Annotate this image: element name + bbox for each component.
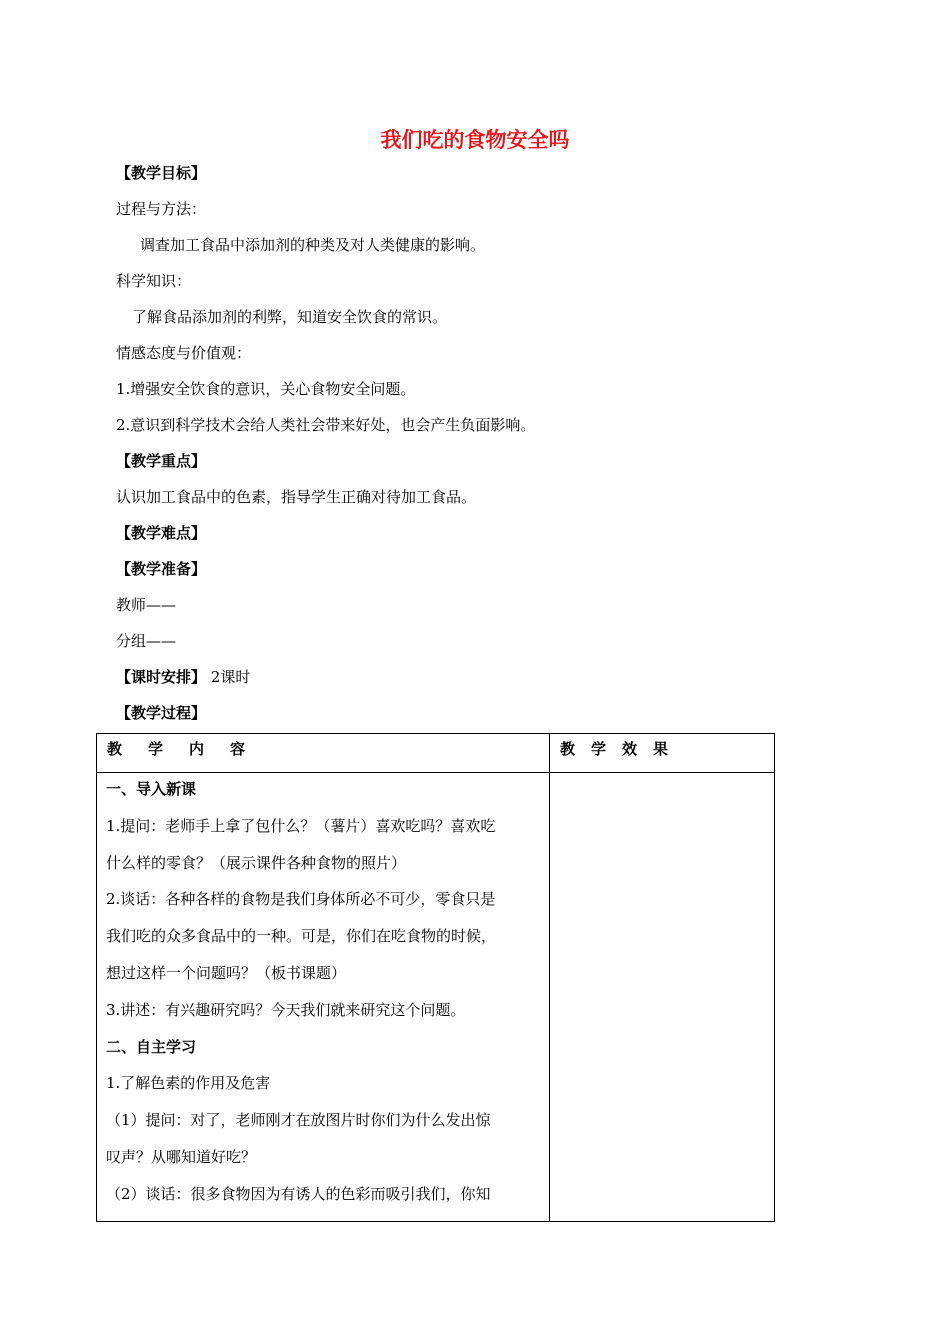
content-line: 2.谈话：各种各样的食物是我们身体所必不可少，零食只是: [106, 890, 496, 909]
text-line: 教师——: [116, 596, 177, 614]
effect-cell: [550, 773, 775, 1222]
text-line: 过程与方法：: [116, 200, 207, 218]
content-line: （1）提问：对了，老师刚才在放图片时你们为什么发出惊: [106, 1111, 491, 1130]
section-heading-difficulties: 【教学难点】: [116, 524, 207, 542]
content-cell: [97, 773, 550, 1222]
text-line: 调查加工食品中添加剂的种类及对人类健康的影响。: [140, 236, 486, 254]
section-heading-objectives: 【教学目标】: [116, 164, 207, 182]
content-lines: [97, 773, 549, 1221]
section-heading-process: 【教学过程】: [116, 704, 207, 722]
table-row: [97, 773, 775, 1222]
section-heading-schedule: [116, 667, 250, 687]
text-line: 科学知识：: [116, 272, 192, 290]
text-line: 了解食品添加剂的利弊，知道安全饮食的常识。: [132, 308, 448, 326]
document-title: 我们吃的食物安全吗: [380, 128, 570, 152]
table-header-row: [97, 734, 775, 773]
text-line: 认识加工食品中的色素，指导学生正确对待加工食品。: [116, 488, 477, 506]
lesson-table: [96, 733, 775, 1222]
content-line: 我们吃的众多食品中的一种。可是，你们在吃食物的时候，: [106, 927, 497, 946]
content-line: 什么样的零食？（展示课件各种食物的照片）: [106, 853, 407, 872]
schedule-label: 【课时安排】: [116, 668, 207, 686]
text-line: 分组——: [116, 632, 177, 650]
content-line: 1.提问：老师手上拿了包什么？（薯片）喜欢吃吗？喜欢吃: [106, 816, 496, 835]
content-line: 1.了解色素的作用及危害: [106, 1074, 271, 1093]
header-teaching-effect: 教学效果: [550, 734, 775, 773]
text-line: 1.增强安全饮食的意识，关心食物安全问题。: [116, 380, 416, 398]
content-heading: 二、自主学习: [106, 1037, 197, 1056]
section-heading-key-points: 【教学重点】: [116, 452, 207, 470]
content-line: 3.讲述：有兴趣研究吗？今天我们就来研究这个问题。: [106, 1000, 466, 1019]
header-teaching-content: 教学内容: [97, 734, 550, 773]
content-line: 叹声？从哪知道好吃？: [106, 1147, 257, 1166]
content-heading: 一、导入新课: [106, 780, 197, 798]
schedule-value: 2课时: [206, 668, 251, 686]
section-heading-preparation: 【教学准备】: [116, 560, 207, 578]
text-line: 2.意识到科学技术会给人类社会带来好处，也会产生负面影响。: [116, 416, 536, 434]
content-line: （2）谈话：很多食物因为有诱人的色彩而吸引我们，你知: [106, 1184, 491, 1203]
text-line: 情感态度与价值观：: [116, 344, 252, 362]
content-line: 想过这样一个问题吗？（板书课题）: [106, 963, 347, 982]
